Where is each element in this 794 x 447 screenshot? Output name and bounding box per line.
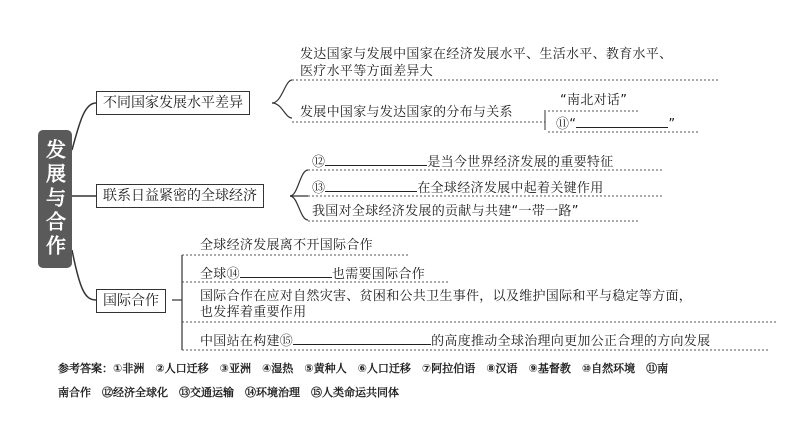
item-need-cooperation: 全球经济发展离不开国际合作 [200,238,373,253]
blank-11: ⑪“ ” [556,114,675,134]
branch-global-economy: 联系日益紧密的全球经济 [96,184,264,208]
item-north-south-dialogue: “南北对话” [560,93,628,108]
item-cooperation-role-line1: 国际合作在应对自然灾害、贫困和公共卫生事件，以及维护国际和平与稳定等方面， [200,289,693,304]
item-gap-line2: 医疗水平等方面差异大 [300,64,434,79]
answer-key-line1: 参考答案：①非洲 ②人口迁移 ③亚洲 ④湿热 ⑤黄种人 ⑥人口迁移 ⑦阿拉伯语 ⑧汉语 ⑨基督教 ⑩自然环境 ⑪南 [58,362,669,375]
root-node: 发展与合作 [38,130,72,268]
blank-13-item: ⑬ 在全球经济发展中起着关键作用 [312,178,604,198]
item-distribution: 发展中国家与发达国家的分布与关系 [300,105,513,120]
branch-development-gap: 不同国家发展水平差异 [96,91,250,115]
item-gap-line1: 发达国家与发展中国家在经济发展水平、生活水平、教育水平、 [300,47,673,62]
blank-14-item: 全球⑭ 也需要国际合作 [200,264,425,284]
blank-12-item: ⑫ 是当今世界经济发展的重要特征 [312,152,614,172]
item-belt-road: 我国对全球经济发展的贡献与共建“一带一路” [312,204,579,219]
item-cooperation-role-line2: 也发挥着重要作用 [200,305,307,320]
answer-key-line2: 南合作 ⑫经济全球化 ⑬交通运输 ⑭环境治理 ⑮人类命运共同体 [58,386,399,399]
blank-15-item: 中国站在构建⑮ 的高度推动全球治理向更加公正合理的方向发展 [200,331,710,351]
branch-international-cooperation: 国际合作 [96,289,166,313]
